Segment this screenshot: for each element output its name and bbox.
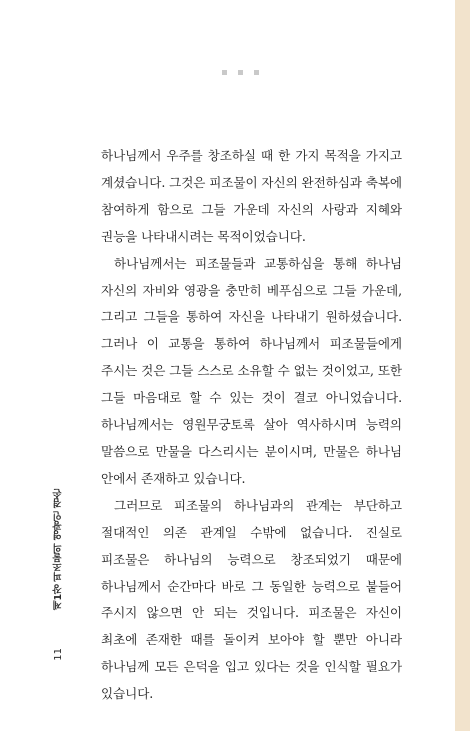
running-head-chapter-title: 제1장 피조물의 영광인 겸손 bbox=[53, 489, 64, 611]
page-number: 11 bbox=[53, 648, 64, 661]
paragraph: 하나님께서 우주를 창조하실 때 한 가지 목적을 가지고 계셨습니다. 그것은 피조물이 자신의 완전하심과 축복에 참여하게 함으로 그들 가운데 자신의 사랑과 지혜와 권능을 나타내시려는 목적이었습니다. bbox=[101, 148, 402, 244]
ornament-square bbox=[254, 70, 259, 75]
ornament-square bbox=[238, 70, 243, 75]
page-edge-tab bbox=[455, 0, 470, 731]
section-ornament bbox=[222, 70, 259, 75]
body-text bbox=[101, 143, 402, 708]
ornament-square bbox=[222, 70, 227, 75]
paragraph: 하나님께서는 피조물들과 교통하심을 통해 하나님 자신의 자비와 영광을 충만히 베푸심으로 그들 가운데, 그리고 그들을 통하여 자신을 나타내기 원하셨습니다. 그러나 이 교통을 통하여 하나님께서 피조물들에게 주시는 것은 그들 스스로 소유할 수 없는 것이었고, 또한 그들 마음대로 할 수 있는 것이 결코 아니었습니다. 하나님께서는 영원무궁토록 살아 역사하시며 능력의 말씀으로 만물을 다스리시는 분이시며, 만물은 하나님 안에서 존재하고 있습니다. bbox=[101, 255, 402, 486]
paragraph: 그러므로 피조물의 하나님과의 관계는 부단하고 절대적인 의존 관계일 수밖에 없습니다. 진실로 피조물은 하나님의 능력으로 창조되었기 때문에 하나님께서 순간마다 바로 그 동일한 능력으로 붙들어 주시지 않으면 안 되는 것입니다. 피조물은 자신이 최초에 존재한 때를 돌이켜 보아야 할 뿐만 아니라 하나님께 모든 은덕을 입고 있다는 것을 인식할 필요가 있습니다. bbox=[101, 497, 402, 702]
